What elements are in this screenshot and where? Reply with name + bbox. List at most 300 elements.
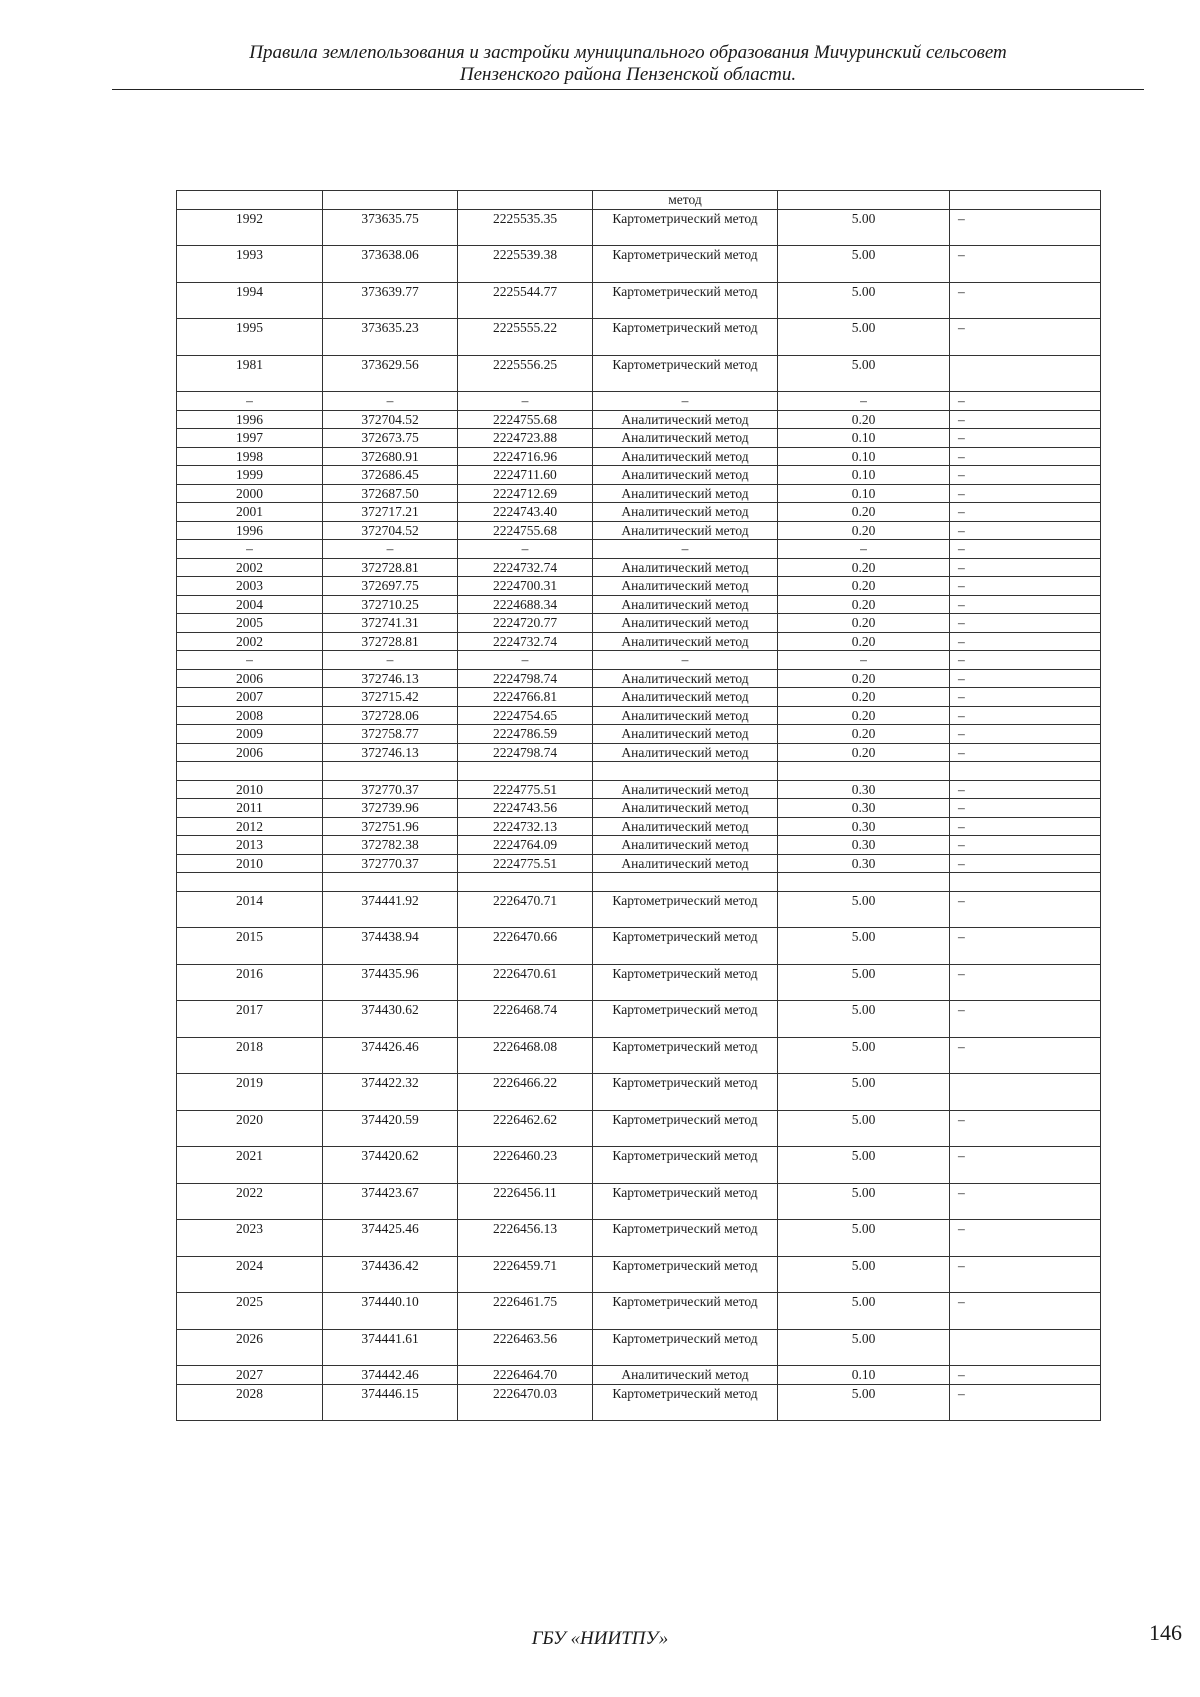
method-cell [593,873,778,892]
accuracy-cell: 5.00 [778,891,950,928]
note-cell [950,355,1101,392]
note-cell: – [950,799,1101,818]
note-cell: – [950,1037,1101,1074]
point-number-cell: 2025 [177,1293,323,1330]
method-cell: Аналитический метод [593,780,778,799]
point-number-cell: 2011 [177,799,323,818]
note-cell: – [950,521,1101,540]
x-coordinate-cell: – [323,651,458,670]
method-cell: Картометрический метод [593,928,778,965]
table-row [177,669,1101,688]
method-cell: – [593,651,778,670]
accuracy-cell: 0.20 [778,669,950,688]
accuracy-cell: 0.30 [778,817,950,836]
note-cell: – [950,632,1101,651]
method-cell: – [593,392,778,411]
y-coordinate-cell: 2226464.70 [458,1366,593,1385]
point-number-cell: 2007 [177,688,323,707]
accuracy-cell: 0.20 [778,632,950,651]
point-number-cell: 2017 [177,1001,323,1038]
accuracy-cell: 5.00 [778,355,950,392]
x-coordinate-cell: 374423.67 [323,1183,458,1220]
point-number-cell: 2024 [177,1256,323,1293]
x-coordinate-cell: 372710.25 [323,595,458,614]
table-row [177,503,1101,522]
method-cell: Аналитический метод [593,669,778,688]
method-cell: Картометрический метод [593,891,778,928]
y-coordinate-cell: 2226459.71 [458,1256,593,1293]
note-cell: – [950,891,1101,928]
accuracy-cell: 0.20 [778,706,950,725]
point-number-cell: 2023 [177,1220,323,1257]
point-number-cell [177,873,323,892]
point-number-cell: 2012 [177,817,323,836]
x-coordinate-cell: 372704.52 [323,410,458,429]
y-coordinate-cell: 2224716.96 [458,447,593,466]
y-coordinate-cell: 2226470.03 [458,1384,593,1421]
table-row [177,891,1101,928]
point-number-cell: 2026 [177,1329,323,1366]
x-coordinate-cell: 372746.13 [323,743,458,762]
table-row [177,1329,1101,1366]
x-coordinate-cell: 372728.06 [323,706,458,725]
point-number-cell: 2009 [177,725,323,744]
note-cell: – [950,282,1101,319]
y-coordinate-cell: 2224723.88 [458,429,593,448]
x-coordinate-cell: 372770.37 [323,780,458,799]
accuracy-cell: 0.30 [778,836,950,855]
accuracy-cell: 0.10 [778,1366,950,1385]
point-number-cell: – [177,540,323,559]
accuracy-cell: 0.20 [778,410,950,429]
accuracy-cell: 5.00 [778,1384,950,1421]
y-coordinate-cell: 2224775.51 [458,854,593,873]
table-row [177,1220,1101,1257]
y-coordinate-cell: 2226456.11 [458,1183,593,1220]
y-coordinate-cell: 2224688.34 [458,595,593,614]
accuracy-cell [778,873,950,892]
method-cell: Аналитический метод [593,447,778,466]
point-number-cell: 1981 [177,355,323,392]
point-number-cell: 2016 [177,964,323,1001]
table-row [177,392,1101,411]
method-cell: Картометрический метод [593,1256,778,1293]
table-row [177,447,1101,466]
y-coordinate-cell: 2225544.77 [458,282,593,319]
y-coordinate-cell: 2224732.13 [458,817,593,836]
accuracy-cell: 0.20 [778,577,950,596]
accuracy-cell: 0.20 [778,503,950,522]
method-cell: Картометрический метод [593,1001,778,1038]
x-coordinate-cell [323,191,458,210]
method-cell: Картометрический метод [593,1110,778,1147]
method-cell: Картометрический метод [593,355,778,392]
method-cell: Аналитический метод [593,558,778,577]
accuracy-cell: 5.00 [778,282,950,319]
note-cell: – [950,1256,1101,1293]
method-cell: Аналитический метод [593,632,778,651]
point-number-cell: 2028 [177,1384,323,1421]
table-row [177,209,1101,246]
y-coordinate-cell: 2226456.13 [458,1220,593,1257]
table-row [177,1001,1101,1038]
table-row [177,836,1101,855]
accuracy-cell: 0.20 [778,595,950,614]
table-row [177,1256,1101,1293]
method-cell: Картометрический метод [593,1147,778,1184]
accuracy-cell: 5.00 [778,1074,950,1111]
accuracy-cell: 0.20 [778,743,950,762]
x-coordinate-cell: 374430.62 [323,1001,458,1038]
y-coordinate-cell: 2225535.35 [458,209,593,246]
point-number-cell: 1995 [177,319,323,356]
table-row [177,558,1101,577]
x-coordinate-cell: 374442.46 [323,1366,458,1385]
page-header [112,42,1144,86]
point-number-cell: 1997 [177,429,323,448]
header-line-1: Правила землепользования и застройки муниципального образования Мичуринский сельсовет [249,42,1007,63]
x-coordinate-cell: 372758.77 [323,725,458,744]
method-cell: Картометрический метод [593,319,778,356]
note-cell: – [950,817,1101,836]
note-cell: – [950,743,1101,762]
note-cell: – [950,669,1101,688]
x-coordinate-cell: 374438.94 [323,928,458,965]
note-cell: – [950,854,1101,873]
point-number-cell: 2027 [177,1366,323,1385]
method-cell: Аналитический метод [593,595,778,614]
y-coordinate-cell: 2224743.56 [458,799,593,818]
point-number-cell: – [177,392,323,411]
coordinates-table-body [177,191,1101,1421]
y-coordinate-cell: 2225539.38 [458,246,593,283]
method-cell [593,762,778,781]
point-number-cell: 2019 [177,1074,323,1111]
table-row [177,964,1101,1001]
accuracy-cell: 0.10 [778,447,950,466]
note-cell: – [950,558,1101,577]
table-row [177,429,1101,448]
point-number-cell: 2010 [177,854,323,873]
method-cell: метод [593,191,778,210]
x-coordinate-cell: 373629.56 [323,355,458,392]
note-cell: – [950,1220,1101,1257]
note-cell: – [950,688,1101,707]
note-cell: – [950,1001,1101,1038]
accuracy-cell: 0.10 [778,429,950,448]
method-cell: Картометрический метод [593,1220,778,1257]
note-cell: – [950,246,1101,283]
note-cell: – [950,209,1101,246]
table-row [177,706,1101,725]
note-cell: – [950,577,1101,596]
point-number-cell: 2002 [177,632,323,651]
accuracy-cell: 5.00 [778,964,950,1001]
method-cell: – [593,540,778,559]
method-cell: Картометрический метод [593,1293,778,1330]
method-cell: Аналитический метод [593,503,778,522]
x-coordinate-cell: 372751.96 [323,817,458,836]
x-coordinate-cell: 374436.42 [323,1256,458,1293]
point-number-cell: 2022 [177,1183,323,1220]
note-cell: – [950,1384,1101,1421]
point-number-cell: 1993 [177,246,323,283]
x-coordinate-cell: 374440.10 [323,1293,458,1330]
table-row [177,780,1101,799]
y-coordinate-cell: 2226470.66 [458,928,593,965]
table-row [177,355,1101,392]
accuracy-cell: 5.00 [778,1037,950,1074]
table-row [177,1110,1101,1147]
table-row [177,191,1101,210]
method-cell: Картометрический метод [593,282,778,319]
point-number-cell: 2008 [177,706,323,725]
y-coordinate-cell: 2226468.08 [458,1037,593,1074]
point-number-cell: 2014 [177,891,323,928]
point-number-cell: 2013 [177,836,323,855]
accuracy-cell: 0.30 [778,799,950,818]
method-cell: Аналитический метод [593,1366,778,1385]
x-coordinate-cell: 372739.96 [323,799,458,818]
table-row [177,817,1101,836]
y-coordinate-cell [458,873,593,892]
table-row [177,688,1101,707]
y-coordinate-cell: 2224755.68 [458,521,593,540]
y-coordinate-cell: 2226463.56 [458,1329,593,1366]
table-row [177,762,1101,781]
table-row [177,1293,1101,1330]
note-cell: – [950,1293,1101,1330]
table-row [177,1366,1101,1385]
method-cell: Аналитический метод [593,688,778,707]
note-cell [950,762,1101,781]
y-coordinate-cell: 2224732.74 [458,558,593,577]
point-number-cell: 2021 [177,1147,323,1184]
accuracy-cell: – [778,392,950,411]
note-cell [950,191,1101,210]
accuracy-cell: 5.00 [778,1001,950,1038]
note-cell: – [950,725,1101,744]
accuracy-cell: 5.00 [778,1183,950,1220]
note-cell: – [950,319,1101,356]
point-number-cell: – [177,651,323,670]
note-cell: – [950,614,1101,633]
accuracy-cell: 5.00 [778,1220,950,1257]
x-coordinate-cell: 374422.32 [323,1074,458,1111]
note-cell: – [950,836,1101,855]
y-coordinate-cell: 2224798.74 [458,669,593,688]
table-row [177,484,1101,503]
accuracy-cell: – [778,651,950,670]
x-coordinate-cell: 372741.31 [323,614,458,633]
x-coordinate-cell: 374441.61 [323,1329,458,1366]
y-coordinate-cell: 2225556.25 [458,355,593,392]
note-cell [950,1329,1101,1366]
y-coordinate-cell: 2224764.09 [458,836,593,855]
point-number-cell: 2001 [177,503,323,522]
accuracy-cell: 5.00 [778,1147,950,1184]
y-coordinate-cell: 2224766.81 [458,688,593,707]
point-number-cell: 2002 [177,558,323,577]
table-row [177,928,1101,965]
x-coordinate-cell [323,762,458,781]
y-coordinate-cell: 2226470.61 [458,964,593,1001]
y-coordinate-cell: 2226461.75 [458,1293,593,1330]
method-cell: Аналитический метод [593,817,778,836]
method-cell: Аналитический метод [593,725,778,744]
accuracy-cell: 0.30 [778,854,950,873]
table-row [177,1037,1101,1074]
note-cell: – [950,429,1101,448]
accuracy-cell: 5.00 [778,246,950,283]
table-row [177,743,1101,762]
x-coordinate-cell: 372687.50 [323,484,458,503]
accuracy-cell: 0.10 [778,484,950,503]
accuracy-cell: 5.00 [778,1293,950,1330]
point-number-cell: 2020 [177,1110,323,1147]
method-cell: Картометрический метод [593,964,778,1001]
note-cell: – [950,392,1101,411]
point-number-cell: 2018 [177,1037,323,1074]
table-row [177,540,1101,559]
method-cell: Аналитический метод [593,854,778,873]
y-coordinate-cell: 2224755.68 [458,410,593,429]
method-cell: Аналитический метод [593,743,778,762]
x-coordinate-cell: 374420.62 [323,1147,458,1184]
note-cell: – [950,540,1101,559]
y-coordinate-cell: 2226466.22 [458,1074,593,1111]
y-coordinate-cell: 2226468.74 [458,1001,593,1038]
method-cell: Картометрический метод [593,1037,778,1074]
table-row [177,521,1101,540]
x-coordinate-cell: 372673.75 [323,429,458,448]
point-number-cell [177,762,323,781]
x-coordinate-cell: 374425.46 [323,1220,458,1257]
y-coordinate-cell: 2224732.74 [458,632,593,651]
note-cell: – [950,410,1101,429]
accuracy-cell: 0.20 [778,558,950,577]
method-cell: Картометрический метод [593,1384,778,1421]
y-coordinate-cell: 2224798.74 [458,743,593,762]
footer-organization: ГБУ «НИИТПУ» [531,1628,669,1649]
accuracy-cell: 0.30 [778,780,950,799]
table-row [177,410,1101,429]
note-cell: – [950,651,1101,670]
note-cell: – [950,706,1101,725]
point-number-cell: 2006 [177,743,323,762]
table-row [177,1147,1101,1184]
method-cell: Картометрический метод [593,1183,778,1220]
x-coordinate-cell: – [323,392,458,411]
x-coordinate-cell: 374426.46 [323,1037,458,1074]
x-coordinate-cell: 373635.75 [323,209,458,246]
note-cell: – [950,1147,1101,1184]
method-cell: Картометрический метод [593,1329,778,1366]
method-cell: Аналитический метод [593,799,778,818]
y-coordinate-cell: – [458,392,593,411]
x-coordinate-cell: 373638.06 [323,246,458,283]
accuracy-cell [778,762,950,781]
point-number-cell: 1994 [177,282,323,319]
coordinates-table [176,190,1101,1421]
table-row [177,799,1101,818]
table-row [177,1384,1101,1421]
x-coordinate-cell: 372728.81 [323,558,458,577]
note-cell: – [950,484,1101,503]
accuracy-cell: 5.00 [778,1256,950,1293]
x-coordinate-cell: 373635.23 [323,319,458,356]
table-row [177,651,1101,670]
method-cell: Картометрический метод [593,246,778,283]
accuracy-cell [778,191,950,210]
point-number-cell: 2004 [177,595,323,614]
x-coordinate-cell: 374441.92 [323,891,458,928]
point-number-cell [177,191,323,210]
x-coordinate-cell: 372728.81 [323,632,458,651]
table-row [177,873,1101,892]
accuracy-cell: 0.10 [778,466,950,485]
x-coordinate-cell: 372770.37 [323,854,458,873]
accuracy-cell: 0.20 [778,521,950,540]
table-row [177,319,1101,356]
method-cell: Аналитический метод [593,521,778,540]
note-cell: – [950,1366,1101,1385]
y-coordinate-cell [458,191,593,210]
x-coordinate-cell: 372782.38 [323,836,458,855]
accuracy-cell: – [778,540,950,559]
point-number-cell: 2015 [177,928,323,965]
table-row [177,1183,1101,1220]
x-coordinate-cell: 372704.52 [323,521,458,540]
note-cell: – [950,595,1101,614]
y-coordinate-cell: 2225555.22 [458,319,593,356]
accuracy-cell: 5.00 [778,319,950,356]
accuracy-cell: 0.20 [778,614,950,633]
y-coordinate-cell: 2226470.71 [458,891,593,928]
note-cell: – [950,466,1101,485]
point-number-cell: 2003 [177,577,323,596]
point-number-cell: 1999 [177,466,323,485]
point-number-cell: 1996 [177,410,323,429]
note-cell: – [950,1183,1101,1220]
table-row [177,725,1101,744]
point-number-cell: 2006 [177,669,323,688]
accuracy-cell: 5.00 [778,1329,950,1366]
table-row [177,595,1101,614]
method-cell: Аналитический метод [593,484,778,503]
method-cell: Аналитический метод [593,706,778,725]
note-cell: – [950,928,1101,965]
point-number-cell: 2005 [177,614,323,633]
y-coordinate-cell: 2224712.69 [458,484,593,503]
method-cell: Аналитический метод [593,410,778,429]
note-cell [950,873,1101,892]
table-row [177,282,1101,319]
table-row [177,614,1101,633]
accuracy-cell: 0.20 [778,688,950,707]
y-coordinate-cell: 2226460.23 [458,1147,593,1184]
header-line-2: Пензенского района Пензенской области. [459,64,797,85]
x-coordinate-cell: – [323,540,458,559]
x-coordinate-cell: 372686.45 [323,466,458,485]
y-coordinate-cell [458,762,593,781]
x-coordinate-cell: 372715.42 [323,688,458,707]
y-coordinate-cell: 2226462.62 [458,1110,593,1147]
x-coordinate-cell: 372680.91 [323,447,458,466]
method-cell: Аналитический метод [593,466,778,485]
x-coordinate-cell: 374420.59 [323,1110,458,1147]
note-cell: – [950,780,1101,799]
